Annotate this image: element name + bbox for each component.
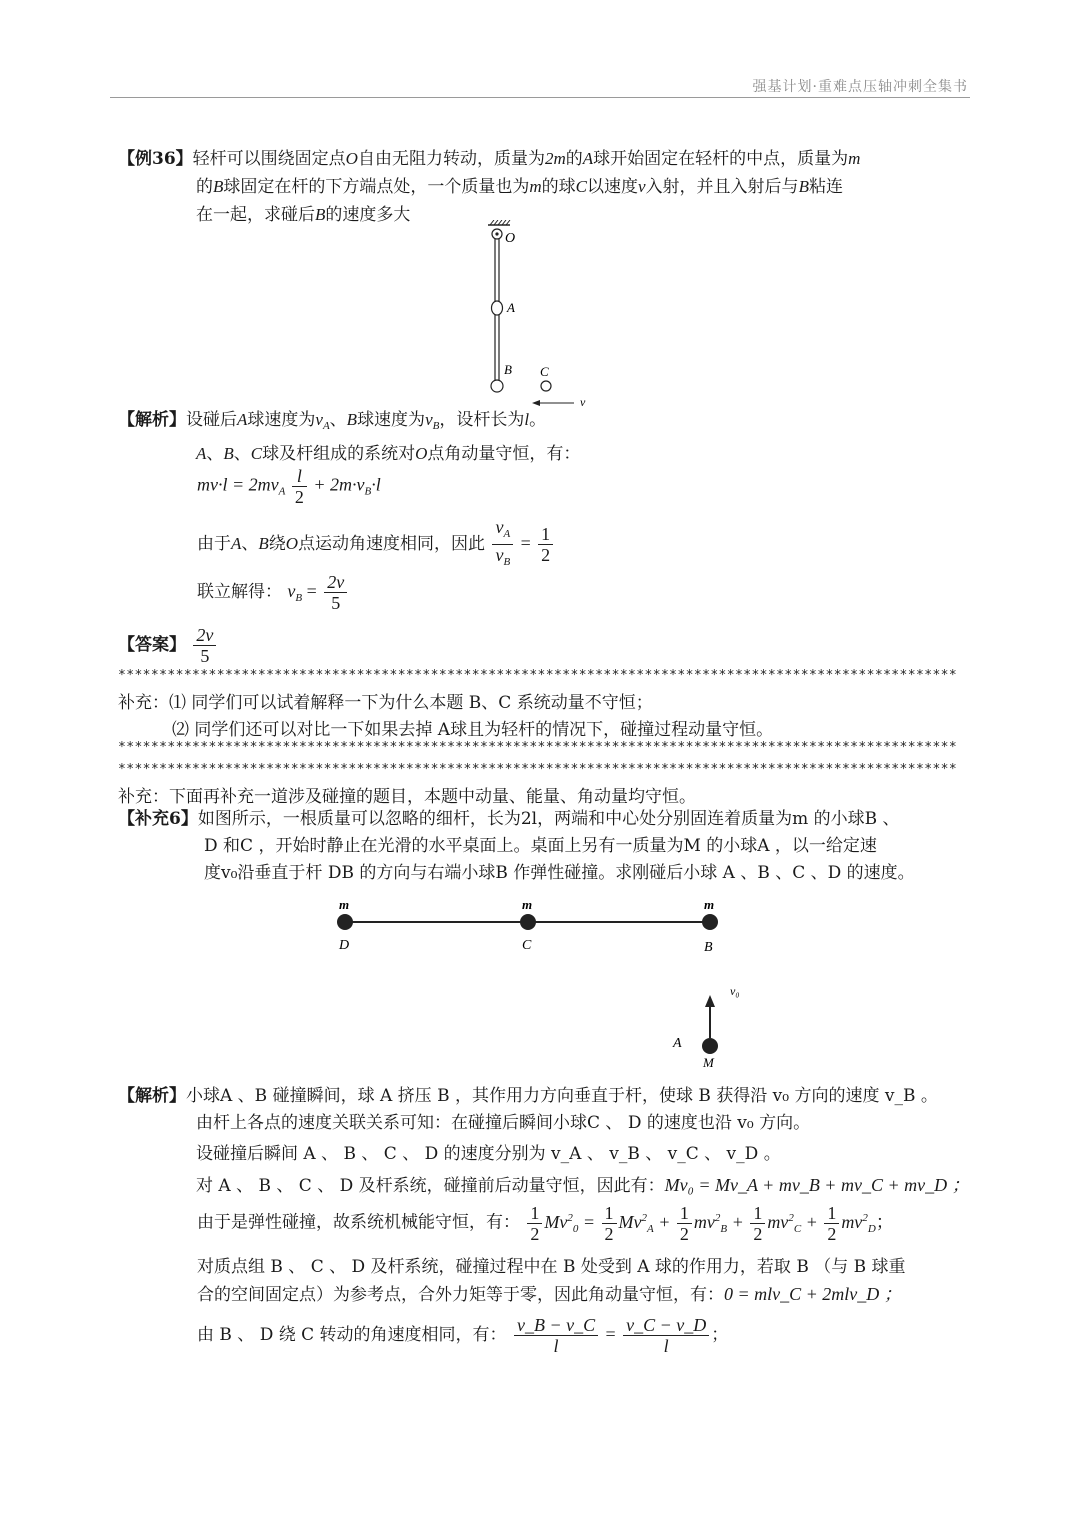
solution-1-ratio-line: 由于A、B绕O点运动角速度相同，因此 $\frac{v_A}{v_B}$ = $\frac{1}{2}$ [197,517,555,572]
solution-2: 【解析】小球A 、B 碰撞瞬间，球 A 挤压 B ，其作用力方向垂直于杆，使球 B 获得沿 v₀ 方向的速度 v_B 。 由杆上各点的速度关联关系可知：在碰撞后瞬间小球C 、 D 的速度也沿 v₀ 方向。 设碰撞后瞬间 A 、 B 、 C 、 D 的速度分别为 v_A 、 v_B 、 v_C 、 v_D 。 对 A 、 B 、 C 、 D 及杆系统，碰撞前后动量守恒，因此有：Mv₀ = Mv_A + mv_B + mv_C + mv_D ； [118,1086,970,1196]
solution-1: 【解析】设碰后A球速度为$v_A$、B球速度为$v_B$，设杆长为l。 A、B、C球及杆组成的系统对O点角动量守恒，有： [118,410,581,464]
svg-text:m: m [704,897,715,912]
supplement-6-tag: 【补充6】 [118,809,198,829]
solution-2-ratio-line: 由 B 、 D 绕 C 转动的角速度相同，有： $\frac{v\_B - v\_C}{l}$ = $\frac{v\_C - v\_D}{l}$ ； [197,1315,729,1356]
solution-2-angular-lines: 对质点组 B 、 C 、 D 及杆系统，碰撞过程中在 B 处受到 A 球的作用力，若取 B （与 B 球重 合的空间固定点）为参考点，合外力矩等于零，因此角动量守恒，有：0 = mlv_C + 2mlv_D ； [197,1257,906,1305]
answer-1-tag: 【答案】 [118,635,186,655]
supplement-2: 补充：下面再补充一道涉及碰撞的题目，本题中动量、能量、角动量均守恒。 [118,787,696,807]
rod-collision-figure [320,895,740,1075]
solution-2-energy-line: 由于是弹性碰撞，故系统机械能守恒，有： $\frac{1}{2}$ $Mv^2_0$ = $\frac{1}{2}$ $Mv^2_A$ + $\frac{1}{2}$ $mv^2_B$ + $\frac{1}{2}$ $mv^2_C$ + $\frac{1}{2}$ $mv^2_D$； [197,1203,894,1244]
figure1-label-A: A [507,300,515,315]
svg-text:m: m [339,897,350,912]
svg-text:m: m [522,897,533,912]
solution-1-tag: 【解析】 [118,410,186,430]
rod-pendulum-figure [470,220,610,410]
supplement-6-problem: 【补充6】如图所示，一根质量可以忽略的细杆，长为2l，两端和中心处分别固连着质量为m 的小球B 、 D 和C ，开始时静止在光滑的水平桌面上。桌面上另有一质量为M 的小球A ，以一给定速 度v₀沿垂直于杆 DB 的方向与右端小球B 作弹性碰撞。求刚碰后小球 A 、B 、C 、D 的速度。 [118,809,915,883]
example-36-tag: 【例36】 [118,149,193,169]
ball-A [702,1038,718,1054]
solution-1-result-line: 联立解得： $v_B$ = $\frac{2v}{5}$ [197,572,349,613]
ball-C [520,914,536,930]
svg-text:M: M [703,1055,714,1070]
svg-text:D: D [339,938,350,953]
ball-B [702,914,718,930]
svg-text:v₀: v₀ [730,984,740,998]
svg-text:C: C [522,938,532,953]
supplement-1: 补充：⑴ 同学们可以试着解释一下为什么本题 B、C 系统动量不守恒； ⑵ 同学们还可以对比一下如果去掉 A球且为轻杆的情况下，碰撞过程动量守恒。 [118,693,774,740]
ball-D [337,914,353,930]
header-rule [110,97,970,98]
separator-stars-1: ****************************************************************************************************** [118,668,958,683]
svg-text:B: B [704,940,713,955]
figure1-label-v: v [580,395,586,409]
figure1-label-B: B [504,362,512,377]
answer-1: 【答案】 $\frac{2v}{5}$ [118,625,218,666]
figure1-label-O: O [505,231,516,246]
example-36-text: 【例36】轻杆可以围绕固定点O自由无阻力转动，质量为2m的A球开始固定在轻杆的中点，质量为m 的B球固定在杆的下方端点处，一个质量也为m的球C以速度v入射，并且入射后与B粘连 在一起，求碰后B的速度多大 [118,149,861,225]
svg-text:A: A [673,1036,682,1051]
figure1-label-C: C [540,364,549,379]
separator-stars-2: ****************************************************************************************************** [118,740,958,755]
separator-stars-3: ****************************************************************************************************** [118,762,958,777]
header-title: 强基计划·重难点压轴冲刺全集书 [752,79,968,95]
equation-angular-momentum: $mv\cdot l = 2mv_A$ $\frac{l}{2}$ + $2m\cdot v_B\cdot l$ [197,466,381,507]
solution-2-tag: 【解析】 [118,1086,186,1106]
